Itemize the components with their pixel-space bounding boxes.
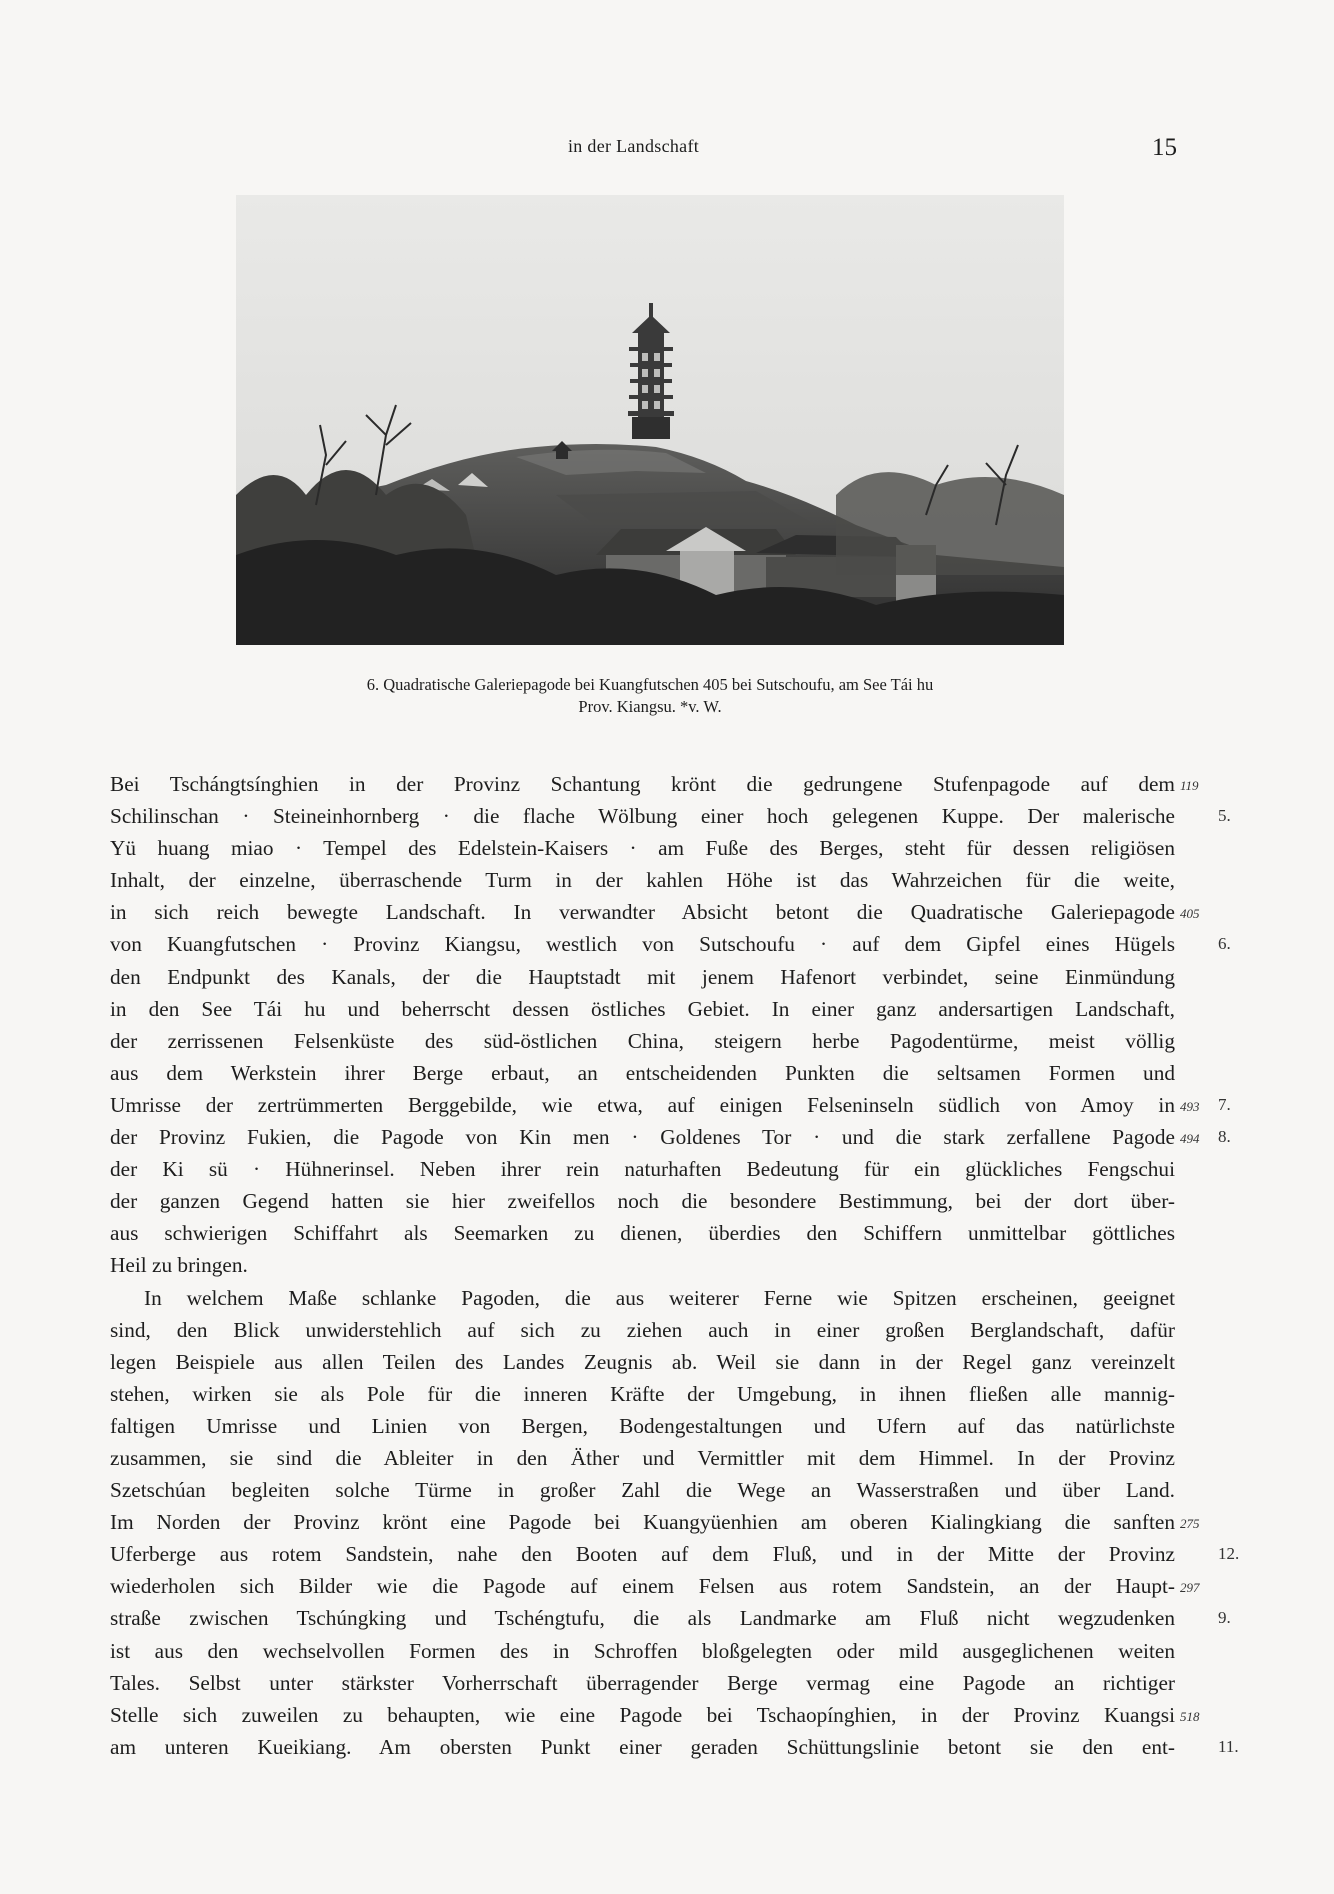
margin-figure-number: 5. (1218, 806, 1231, 826)
text-line (110, 1378, 1175, 1410)
text-line (110, 1282, 1175, 1314)
margin-figure-number: 7. (1218, 1094, 1231, 1114)
line-text: Stelle sich zuweilen zu behaupten, wie eine Pagode bei Tschaopínghien, in der Provinz Kuangsi (110, 1702, 1175, 1727)
text-line (110, 1667, 1175, 1699)
text-line (110, 768, 1199, 800)
line-text: von Kuangfutschen · Provinz Kiangsu, westlich von Sutschoufu · auf dem Gipfel eines Hügels (110, 932, 1175, 957)
text-line (110, 1699, 1200, 1731)
line-text: legen Beispiele aus allen Teilen des Landes Zeugnis ab. Weil sie dann in der Regel ganz vereinzelt (110, 1349, 1175, 1374)
page-number: 15 (1152, 134, 1177, 161)
page-header (0, 136, 1334, 166)
text-line (110, 1731, 1239, 1763)
text-line (110, 800, 1231, 832)
line-text: in den See Tái hu und beherrscht dessen östliches Gebiet. In einer ganz andersartigen Landschaft, (110, 996, 1175, 1021)
text-line (110, 896, 1200, 928)
margin-reference: 518 (1180, 1708, 1200, 1724)
text-line (110, 1153, 1175, 1185)
text-line (110, 1346, 1175, 1378)
text-line (110, 1570, 1200, 1602)
line-text: In welchem Maße schlanke Pagoden, die aus weiterer Ferne wie Spitzen erscheinen, geeignet (144, 1285, 1175, 1310)
text-line (110, 1442, 1175, 1474)
pagoda-photograph (236, 195, 1064, 645)
margin-figure-number: 9. (1218, 1608, 1231, 1628)
line-text: den Endpunkt des Kanals, der die Hauptstadt mit jenem Hafenort verbindet, seine Einmündung (110, 964, 1175, 989)
running-head: in der Landschaft (568, 136, 700, 156)
body-text (110, 768, 1240, 1763)
line-text: straße zwischen Tschúngking und Tschéngtufu, die als Landmarke am Fluß nicht wegzudenken (110, 1606, 1175, 1631)
text-line (110, 1410, 1175, 1442)
margin-figure-number: 6. (1218, 934, 1231, 954)
text-line (110, 832, 1175, 864)
text-line (110, 1635, 1175, 1667)
text-line (110, 1506, 1200, 1538)
line-text: Umrisse der zertrümmerten Berggebilde, wie etwa, auf einigen Felseninseln südlich von Amoy in (110, 1092, 1175, 1117)
line-text: der Provinz Fukien, die Pagode von Kin men · Goldenes Tor · und die stark zerfallene Pagode (110, 1125, 1175, 1150)
line-text: Tales. Selbst unter stärkster Vorherrschaft überragender Berge vermag eine Pagode an richtiger (110, 1670, 1175, 1695)
line-text: stehen, wirken sie als Pole für die inneren Kräfte der Umgebung, in ihnen fließen alle mannig- (110, 1381, 1175, 1406)
line-text: ist aus den wechselvollen Formen des in Schroffen bloßgelegten oder mild ausgeglichenen weiten (110, 1638, 1175, 1663)
margin-reference: 297 (1180, 1580, 1200, 1596)
margin-reference: 119 (1180, 778, 1199, 793)
text-line (110, 1249, 1175, 1281)
line-text: der Ki sü · Hühnerinsel. Neben ihrer rein naturhaften Bedeutung für ein glückliches Fengschui (110, 1157, 1175, 1182)
line-text: am unteren Kueikiang. Am obersten Punkt einer geraden Schüttungslinie betont sie den ent- (110, 1734, 1175, 1759)
line-text: Szetschúan begleiten solche Türme in großer Zahl die Wege an Wasserstraßen und über Land. (110, 1478, 1175, 1503)
text-line (110, 1602, 1231, 1634)
margin-reference: 494 (1180, 1131, 1200, 1147)
line-text: aus dem Werkstein ihrer Berge erbaut, an entscheidenden Punkten die seltsamen Formen und (110, 1060, 1175, 1085)
line-text: Schilinschan · Steineinhornberg · die flache Wölbung einer hoch gelegenen Kuppe. Der malerische (110, 804, 1175, 829)
text-line (110, 1089, 1231, 1121)
text-line (110, 1538, 1240, 1570)
margin-figure-number: 8. (1218, 1127, 1231, 1147)
margin-figure-number: 11. (1218, 1736, 1239, 1756)
text-line (110, 1025, 1175, 1057)
line-text: Yü huang miao · Tempel des Edelstein-Kaisers · am Fuße des Berges, steht für dessen religiösen (110, 836, 1175, 861)
line-text: zusammen, sie sind die Ableiter in den Äther und Vermittler mit dem Himmel. In der Provinz (110, 1445, 1175, 1470)
margin-reference: 493 (1180, 1098, 1200, 1114)
line-text: in sich reich bewegte Landschaft. In verwandter Absicht betont die Quadratische Galeriepagode (110, 900, 1175, 925)
line-text: sind, den Blick unwiderstehlich auf sich zu ziehen auch in einer großen Berglandschaft, dafür (110, 1317, 1175, 1342)
line-text: Heil zu bringen. (110, 1253, 248, 1278)
text-line (110, 961, 1175, 993)
text-line (110, 993, 1175, 1025)
line-text: Bei Tschángtsínghien in der Provinz Schantung krönt die gedrungene Stufenpagode auf dem (110, 772, 1175, 796)
line-text: wiederholen sich Bilder wie die Pagode auf einem Felsen aus rotem Sandstein, an der Haupt- (110, 1574, 1175, 1599)
text-line (110, 928, 1231, 960)
text-line (110, 1217, 1175, 1249)
text-line (110, 1474, 1175, 1506)
line-text: Im Norden der Provinz krönt eine Pagode bei Kuangyüenhien am oberen Kialingkiang die sanften (110, 1510, 1175, 1535)
text-line (110, 1185, 1175, 1217)
line-text: faltigen Umrisse und Linien von Bergen, Bodengestaltungen und Ufern auf das natürlichste (110, 1413, 1175, 1438)
caption-line-1: 6. Quadratische Galeriepagode bei Kuangfutschen 405 bei Sutschoufu, am See Tái hu (366, 675, 934, 694)
line-text: Inhalt, der einzelne, überraschende Turm in der kahlen Höhe ist das Wahrzeichen für die weite, (110, 868, 1175, 893)
line-text: Uferberge aus rotem Sandstein, nahe den Booten auf dem Fluß, und in der Mitte der Provinz (110, 1542, 1175, 1567)
figure-caption (200, 674, 1100, 718)
margin-reference: 405 (1180, 906, 1200, 922)
line-text: der zerrissenen Felsenküste des süd-östlichen China, steigern herbe Pagodentürme, meist völlig (110, 1028, 1175, 1053)
caption-line-2: Prov. Kiangsu. *v. W. (578, 697, 722, 716)
margin-reference: 275 (1180, 1516, 1200, 1532)
text-line (110, 1121, 1231, 1153)
text-line (110, 1057, 1175, 1089)
text-line (110, 864, 1175, 896)
line-text: aus schwierigen Schiffahrt als Seemarken zu dienen, überdies den Schiffern unmittelbar göttliches (110, 1221, 1175, 1246)
margin-figure-number: 12. (1218, 1544, 1240, 1564)
line-text: der ganzen Gegend hatten sie hier zweifellos noch die besondere Bestimmung, bei der dort über- (110, 1189, 1175, 1214)
text-line (110, 1314, 1175, 1346)
